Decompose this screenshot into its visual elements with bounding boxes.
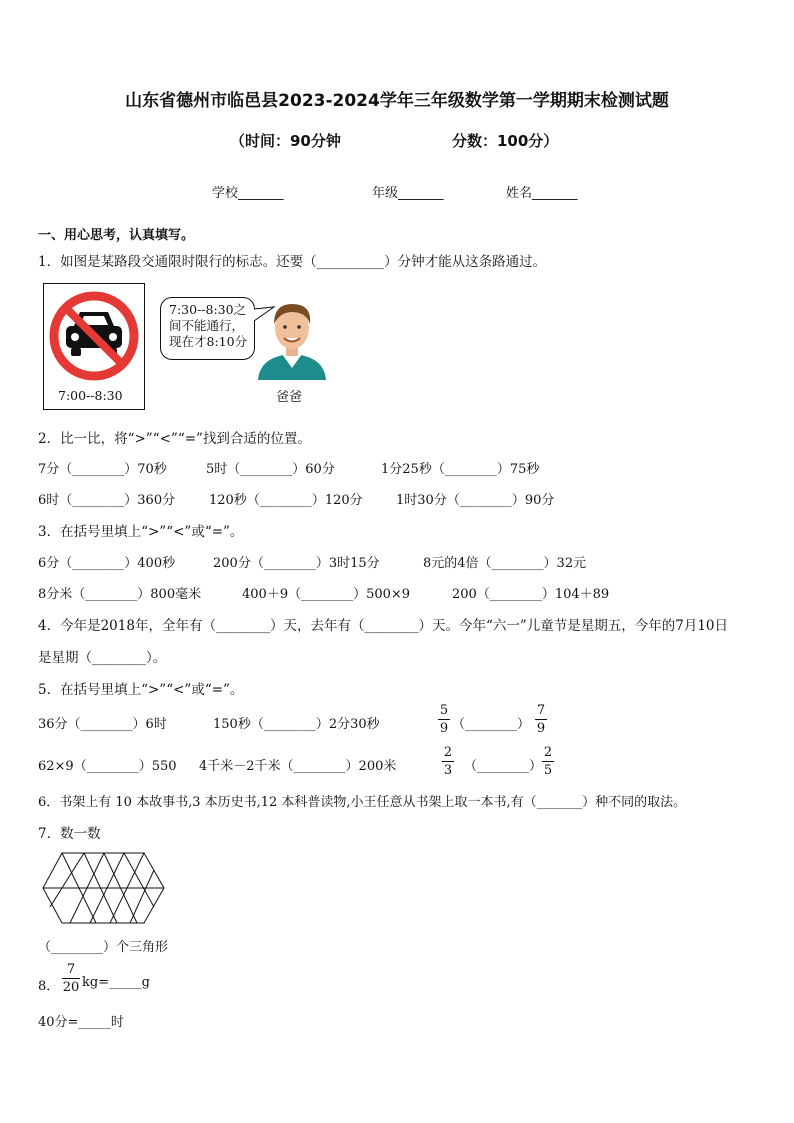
q3-item: 8分米（________）800毫米 [38,587,202,602]
speech-bubble [160,297,255,360]
q5-blank: （________） [452,717,531,732]
q2-item: 5时（________）60分 [206,462,335,477]
q5-item: 4千米－2千米（________）200米 [199,759,397,774]
q8-suffix: kg=_____g [82,975,150,990]
q2-item: 1时30分（________）90分 [396,493,555,508]
q3-item: 200分（________）3时15分 [213,556,380,571]
page-title: 山东省德州市临邑县2023-2024学年三年级数学第一学期期末检测试题 [125,91,669,111]
fraction: 7 9 [536,703,546,736]
q5-item: 62×9（________）550 [38,759,177,774]
q7-answer: （________）个三角形 [38,940,169,955]
q3-item: 200（________）104＋89 [452,587,610,602]
q5-item: 150秒（________）2分30秒 [213,717,380,732]
q5-blank: （________） [464,759,543,774]
fraction: 7 20 [62,962,80,995]
no-car-sign-icon [44,286,144,386]
question-1: 1．如图是某路段交通限时限行的标志。还要（__________）分钟才能从这条路通过。 [38,254,547,270]
bubble-line: 7:30--8:30之 [169,302,247,317]
q5-item: 36分（________）6时 [38,717,167,732]
q3-item: 6分（________）400秒 [38,556,176,571]
bubble-line: 现在才8:10分 [169,334,248,349]
fraction: 2 3 [443,745,453,778]
question-2: 2．比一比，将“>”“<”“=”找到合适的位置。 [38,431,311,447]
grade-field: 年级_______ [372,186,444,201]
question-3: 3．在括号里填上“>”“<”或“=”。 [38,524,244,540]
exam-time: （时间：90分钟 [230,132,341,150]
exam-score: 分数：100分） [452,132,559,150]
triangle-grid-figure [42,852,166,924]
fraction: 2 5 [543,745,553,778]
sign-time-label: 7:00--8:30 [58,388,123,403]
question-7: 7．数一数 [38,826,101,842]
father-avatar-icon [256,298,328,380]
question-5: 5．在括号里填上“>”“<”或“=”。 [38,682,244,698]
q8-line2: 40分=_____时 [38,1015,124,1030]
name-field: 姓名_______ [506,186,578,201]
traffic-sign-box [43,283,145,410]
fraction: 5 9 [439,703,449,736]
q3-item: 400＋9（________）500×9 [242,587,411,602]
person-label: 爸爸 [276,390,303,405]
q2-item: 7分（________）70秒 [38,462,167,477]
bubble-line: 间不能通行， [169,318,245,333]
q2-item: 6时（________）360分 [38,493,176,508]
question-4-line2: 是星期（________）。 [38,650,167,666]
q2-item: 1分25秒（________）75秒 [381,462,540,477]
q3-item: 8元的4倍（________）32元 [423,556,587,571]
section-heading: 一、用心思考，认真填写。 [38,228,195,243]
q8-prefix: 8． [38,979,60,994]
question-4-line1: 4．今年是2018年，全年有（________）天，去年有（________）天。今年“六一”儿童节是星期五，今年的7月10日 [38,618,729,634]
question-6: 6．书架上有 10 本故事书,3 本历史书,12 本科普读物,小王任意从书架上取一本书,有（_______）种不同的取法。 [38,795,687,810]
q2-item: 120秒（________）120分 [209,493,363,508]
school-field: 学校_______ [212,186,284,201]
